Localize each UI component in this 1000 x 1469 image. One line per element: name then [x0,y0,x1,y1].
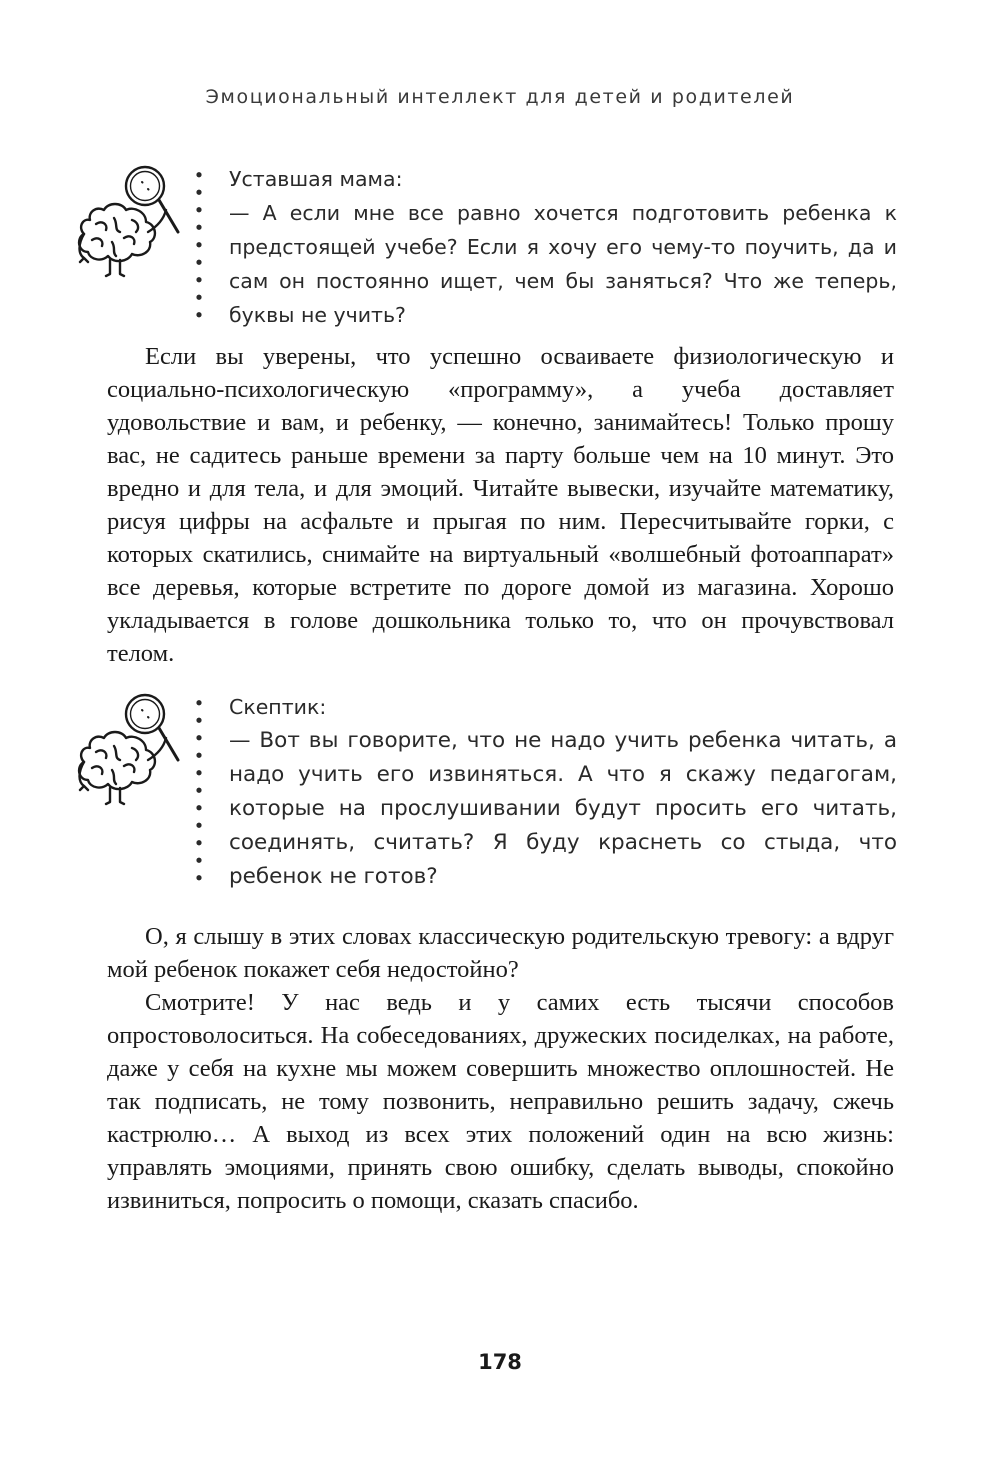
page-number: 178 [478,1350,522,1374]
body-paragraphs-2-3 [107,920,894,1217]
paragraph-text: О, я слышу в этих словах классическую родительскую тревогу: а вдруг мой ребенок покажет себя недостойно? [107,923,894,983]
callout-text [229,162,897,332]
callout-speaker: Уставшая мама: [229,167,403,191]
callout-quote: — Вот вы говорите, что не надо учить ребенка читать, а надо учить его извиняться. А что я скажу педагогам, которые на прослушивании будут просить его читать, соединять, считать? Я буду краснеть со стыда, что ребенок не готов? [229,728,897,889]
body-paragraph-1 [107,340,894,670]
callout-speaker: Скептик: [229,695,327,719]
callout-quote: — А если мне все равно хочется подготовить ребенка к предстоящей учебе? Если я хочу его чему-то поучить, да и сам он постоянно ищет, чем бы заняться? Что же теперь, буквы не учить? [229,201,897,327]
dotted-divider [196,166,202,324]
running-title: Эмоциональный интеллект для детей и родителей [205,86,795,108]
callout-text [229,690,897,894]
callout-skeptic [0,690,1000,890]
brain-with-magnifier-icon [68,690,192,808]
callout-tired-mom [0,162,1000,327]
brain-with-magnifier-icon [68,162,192,280]
paragraph-text: Смотрите! У нас ведь и у самих есть тысячи способов опростоволоситься. На собеседованиях, дружеских посиделках, на работе, даже у себя на кухне мы можем совершить множество оплошностей. Не так подписать, не тому позвонить, неправильно решить задачу, сжечь кастрюлю… А выход из всех этих положений один на всю жизнь: управлять эмоциями, принять свою ошибку, сделать выводы, спокойно извиниться, попросить о помощи, сказать спасибо. [107,989,894,1214]
paragraph-text: Если вы уверены, что успешно осваиваете физиологическую и социально-психологическую «программу», а учеба доставляет удовольствие и вам, и ребенку, — конечно, занимайтесь! Только прошу вас, не садитесь раньше времени за парту больше чем на 10 минут. Это вредно и для тела, и для эмоций. Читайте вывески, изучайте математику, рисуя цифры на асфальте и прыгая по ним. Пересчитывайте горки, с которых скатились, снимайте на виртуальный «волшебный фотоаппарат» все деревья, которые встретите по дороге домой из магазина. Хорошо укладывается в голове дошкольника только то, что он прочувствовал телом. [107,343,894,667]
dotted-divider [196,694,202,886]
